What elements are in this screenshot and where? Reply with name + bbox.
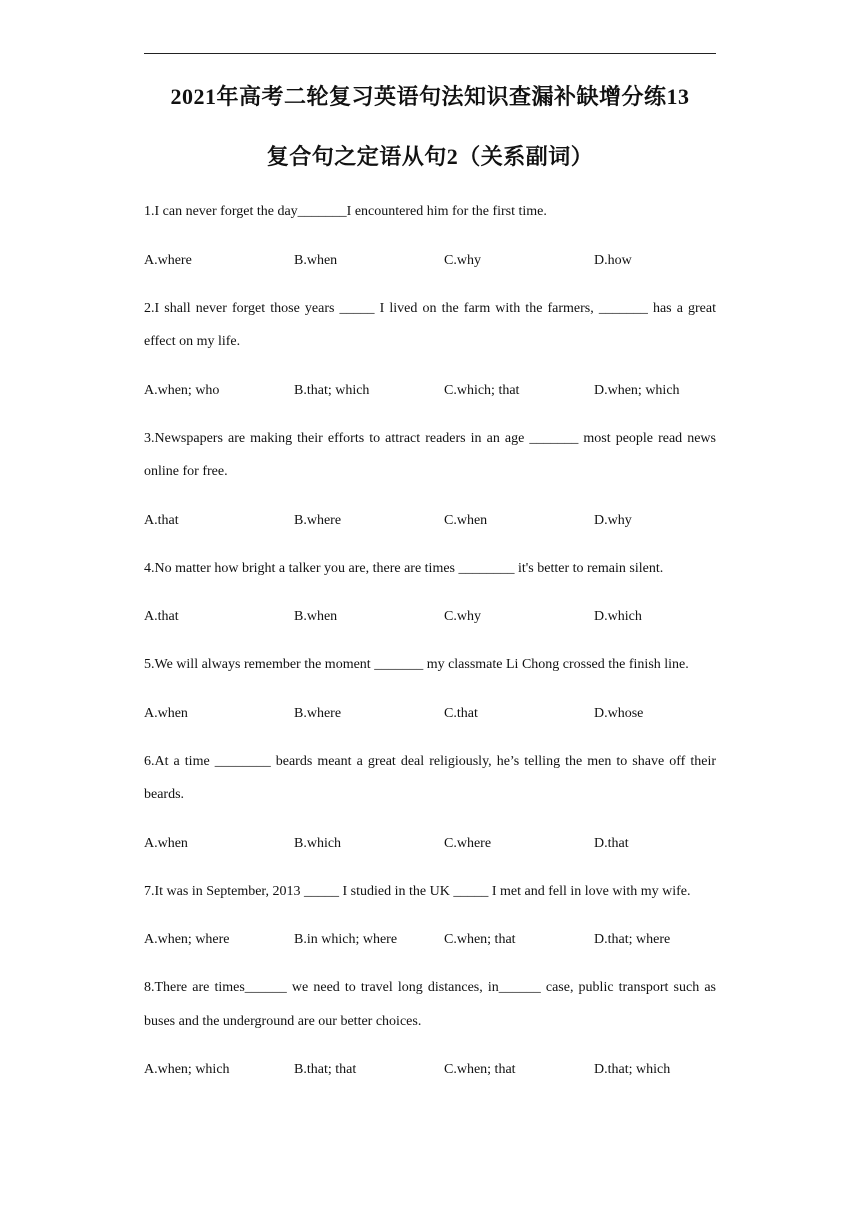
question-item (144, 745, 716, 860)
option-b: B.that; that (294, 1062, 357, 1077)
option-row (144, 504, 716, 537)
option-a: A.where (144, 252, 192, 268)
option-d: D.which (594, 609, 642, 624)
option-d: D.when; which (594, 382, 680, 398)
question-stem: 7.It was in September, 2013 _____ I studied in the UK _____ I met and fell in love with my wife. (144, 883, 691, 899)
option-d: D.that (594, 835, 629, 851)
question-item (144, 648, 716, 730)
document-subtitle: 复合句之定语从句2（关系副词） (266, 144, 594, 169)
document-title: 2021年高考二轮复习英语句法知识查漏补缺增分练13 (170, 84, 690, 109)
question-item (144, 971, 716, 1086)
option-c: C.why (444, 252, 481, 268)
option-d: D.why (594, 512, 632, 528)
option-d: D.that; where (594, 932, 671, 947)
question-stem: 1.I can never forget the day_______I encountered him for the first time. (144, 204, 547, 219)
option-c: C.why (444, 609, 481, 624)
question-item (144, 875, 716, 957)
question-item (144, 292, 716, 407)
option-d: D.how (594, 252, 632, 268)
question-stem: 2.I shall never forget those years _____ I lived on the farm with the farmers, _______ has a great effect on my life. (144, 300, 716, 349)
option-b: B.that; which (294, 382, 370, 398)
question-item (144, 422, 716, 537)
option-row (144, 244, 716, 277)
option-row (144, 600, 716, 633)
option-row (144, 923, 716, 956)
option-c: C.when; that (444, 932, 516, 947)
option-row (144, 697, 716, 730)
option-a: A.that (144, 512, 179, 528)
option-c: C.where (444, 835, 492, 851)
option-c: C.when; that (444, 1062, 516, 1077)
question-item (144, 195, 716, 277)
question-stem: 6.At a time ________ beards meant a great deal religiously, he’s telling the men to shave off their beards. (144, 753, 716, 802)
option-a: A.when (144, 835, 188, 851)
option-a: A.when (144, 705, 188, 721)
option-c: C.that (444, 705, 478, 721)
option-b: B.where (294, 705, 342, 721)
option-row (144, 1053, 716, 1086)
option-row (144, 827, 716, 860)
question-stem: 3.Newspapers are making their efforts to attract readers in an age _______ most people read news online for free. (144, 430, 716, 479)
question-stem: 8.There are times______ we need to travel long distances, in______ case, public transport such as buses and the underground are our better choices. (144, 980, 716, 1029)
option-b: B.when (294, 609, 338, 624)
option-a: A.when; who (144, 382, 220, 398)
option-a: A.that (144, 609, 179, 624)
question-stem: 5.We will always remember the moment _______ my classmate Li Chong crossed the finish line. (144, 657, 689, 672)
option-c: C.which; that (444, 382, 520, 398)
question-stem: 4.No matter how bright a talker you are, there are times ________ it's better to remain silent. (144, 560, 664, 576)
option-b: B.which (294, 835, 342, 851)
option-b: B.in which; where (294, 932, 398, 947)
question-list (144, 195, 716, 1101)
option-c: C.when (444, 512, 488, 528)
option-d: D.whose (594, 705, 644, 721)
top-rule (144, 53, 716, 54)
option-a: A.when; which (144, 1062, 230, 1077)
option-d: D.that; which (594, 1062, 671, 1077)
option-b: B.when (294, 252, 338, 268)
option-b: B.where (294, 512, 342, 528)
option-a: A.when; where (144, 932, 230, 947)
question-item (144, 552, 716, 634)
option-row (144, 374, 716, 407)
